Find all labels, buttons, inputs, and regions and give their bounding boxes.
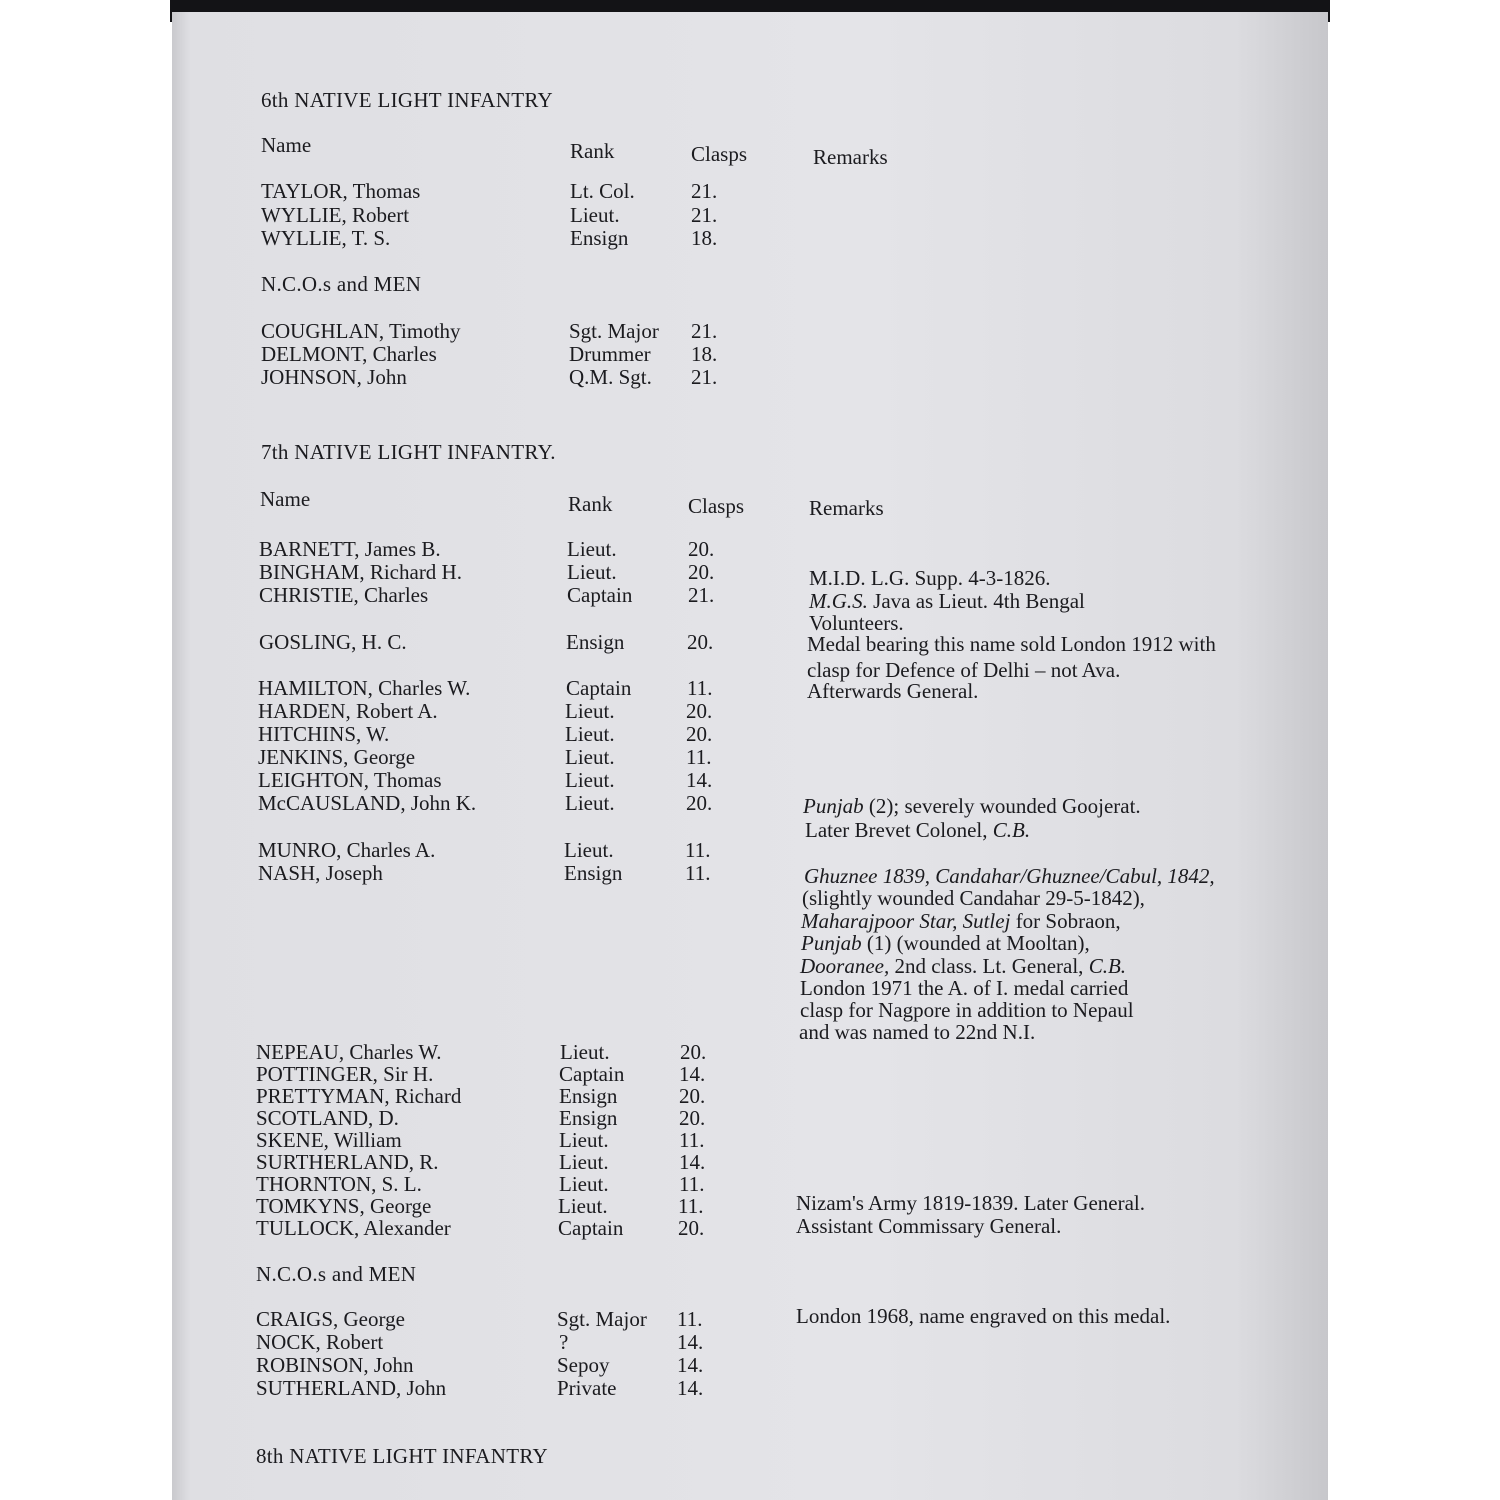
- left-margin: [0, 0, 172, 1500]
- person-name: CHRISTIE, Charles: [259, 583, 429, 607]
- person-clasps: 11.: [678, 1194, 704, 1218]
- person-name: DELMONT, Charles: [261, 342, 437, 366]
- person-rank: Captain: [558, 1216, 624, 1240]
- person-name: HITCHINS, W.: [258, 722, 390, 746]
- table-row: [172, 1375, 1328, 1401]
- remark-text: London 1968, name engraved on this medal.: [796, 1304, 1171, 1328]
- header-clasps: Clasps: [688, 494, 745, 518]
- remark-italic: Maharajpoor Star, Sutlej: [801, 909, 1011, 933]
- header-name: Name: [260, 487, 311, 511]
- remark-plain: for Sobraon,: [1010, 909, 1121, 933]
- person-name: TOMKYNS, George: [256, 1194, 432, 1218]
- person-rank: Lieut.: [565, 791, 615, 815]
- person-name: JENKINS, George: [258, 745, 416, 769]
- person-clasps: 14.: [679, 1062, 706, 1086]
- remark-italic: Dooranee,: [800, 954, 890, 978]
- person-rank: Drummer: [569, 342, 651, 366]
- person-rank: Lieut.: [567, 537, 617, 561]
- person-clasps: 18.: [691, 226, 718, 250]
- person-rank: Lieut.: [565, 768, 615, 792]
- person-rank: Sepoy: [557, 1353, 610, 1377]
- person-clasps: 20.: [686, 722, 713, 746]
- person-rank: Private: [557, 1376, 617, 1400]
- person-clasps: 20.: [687, 630, 714, 654]
- person-rank: Sgt. Major: [569, 319, 659, 343]
- remark-text: Volunteers.: [809, 611, 904, 635]
- person-name: LEIGHTON, Thomas: [258, 768, 442, 792]
- person-rank: Ensign: [570, 226, 629, 250]
- column-headers: [172, 132, 1328, 169]
- person-name: SCOTLAND, D.: [256, 1106, 399, 1130]
- person-name: POTTINGER, Sir H.: [256, 1062, 434, 1086]
- person-name: NEPEAU, Charles W.: [256, 1040, 442, 1064]
- person-name: COUGHLAN, Timothy: [261, 319, 461, 343]
- table-row: [172, 364, 1328, 390]
- person-name: SKENE, William: [256, 1128, 402, 1152]
- person-clasps: 20.: [688, 537, 715, 561]
- person-rank: Lieut.: [558, 1194, 608, 1218]
- person-rank: Captain: [559, 1062, 625, 1086]
- person-clasps: 11.: [685, 838, 711, 862]
- person-clasps: 11.: [687, 676, 713, 700]
- remark-plain: 2nd class. Lt. General,: [889, 954, 1089, 978]
- remark-text: clasp for Nagpore in addition to Nepaul: [800, 998, 1134, 1022]
- person-clasps: 20.: [678, 1216, 705, 1240]
- person-clasps: 20.: [686, 791, 713, 815]
- person-rank: Lieut.: [559, 1150, 609, 1174]
- remark-plain: Java as Lieut. 4th Bengal: [867, 589, 1085, 613]
- header-clasps: Clasps: [691, 142, 748, 166]
- remark-italic: M.G.S.: [809, 589, 868, 613]
- person-clasps: 21.: [691, 203, 718, 227]
- remark-text: M.I.D. L.G. Supp. 4-3-1826.: [809, 566, 1051, 590]
- person-name: CRAIGS, George: [256, 1307, 405, 1331]
- person-rank: Ensign: [564, 861, 623, 885]
- header-rank: Rank: [570, 139, 615, 163]
- person-clasps: 21.: [691, 365, 718, 389]
- person-rank: Lieut.: [565, 745, 615, 769]
- remark-plain: Later Brevet Colonel,: [805, 818, 993, 842]
- person-clasps: 14.: [677, 1353, 704, 1377]
- person-name: PRETTYMAN, Richard: [256, 1084, 462, 1108]
- person-name: WYLLIE, Robert: [261, 203, 410, 227]
- person-clasps: 11.: [685, 861, 711, 885]
- person-clasps: 20.: [688, 560, 715, 584]
- person-rank: Lt. Col.: [570, 179, 635, 203]
- person-rank: Captain: [566, 676, 632, 700]
- person-name: ROBINSON, John: [256, 1353, 414, 1377]
- person-clasps: 11.: [677, 1307, 703, 1331]
- person-rank: Q.M. Sgt.: [569, 365, 652, 389]
- person-clasps: 20.: [686, 699, 713, 723]
- person-name: MUNRO, Charles A.: [258, 838, 436, 862]
- person-name: HAMILTON, Charles W.: [258, 676, 471, 700]
- person-name: NOCK, Robert: [256, 1330, 384, 1354]
- table-row: [172, 629, 1328, 655]
- person-name: TAYLOR, Thomas: [261, 179, 421, 203]
- section-title-6th: 6th NATIVE LIGHT INFANTRY: [261, 88, 553, 112]
- remark-text: Ghuznee 1839, Candahar/Ghuznee/Cabul, 1842,: [804, 864, 1215, 888]
- person-clasps: 20.: [680, 1040, 707, 1064]
- remark-text: and was named to 22nd N.I.: [799, 1020, 1036, 1044]
- section-title-7th: 7th NATIVE LIGHT INFANTRY.: [261, 440, 556, 464]
- person-rank: Ensign: [566, 630, 625, 654]
- header-remarks: Remarks: [809, 496, 884, 520]
- person-rank: Lieut.: [559, 1172, 609, 1196]
- table-row: [172, 225, 1328, 251]
- right-margin: [1328, 0, 1500, 1500]
- remark-text: London 1971 the A. of I. medal carried: [800, 976, 1129, 1000]
- person-rank: Lieut.: [559, 1128, 609, 1152]
- column-headers: [172, 486, 1328, 520]
- person-rank: Lieut.: [565, 699, 615, 723]
- remark-text: Medal bearing this name sold London 1912 with: [807, 632, 1216, 656]
- person-clasps: 20.: [679, 1084, 706, 1108]
- person-name: THORNTON, S. L.: [256, 1172, 422, 1196]
- remark-italic: C.B.: [992, 818, 1031, 842]
- remark-italic: Punjab: [803, 794, 864, 818]
- subsection-title: N.C.O.s and MEN: [256, 1262, 417, 1286]
- remark-text: [803, 793, 1141, 819]
- person-name: TULLOCK, Alexander: [256, 1216, 451, 1240]
- remark-text: clasp for Defence of Delhi – not Ava.: [807, 658, 1121, 682]
- table-row: [172, 860, 1328, 886]
- remark-text: (slightly wounded Candahar 29-5-1842),: [802, 886, 1145, 910]
- person-name: GOSLING, H. C.: [259, 630, 407, 654]
- person-rank: Sgt. Major: [557, 1307, 647, 1331]
- person-clasps: 14.: [686, 768, 713, 792]
- remark-plain: (2); severely wounded Goojerat.: [863, 794, 1141, 818]
- person-clasps: 14.: [679, 1150, 706, 1174]
- person-rank: Lieut.: [567, 560, 617, 584]
- section-title-8th: 8th NATIVE LIGHT INFANTRY: [256, 1444, 548, 1468]
- person-rank: Lieut.: [570, 203, 620, 227]
- person-rank: Ensign: [559, 1084, 618, 1108]
- book-page: [172, 12, 1328, 1500]
- remark-italic: C.B.: [1088, 954, 1127, 978]
- person-name: McCAUSLAND, John K.: [258, 791, 477, 815]
- person-rank: Captain: [567, 583, 633, 607]
- person-clasps: 21.: [688, 583, 715, 607]
- person-rank: Ensign: [559, 1106, 618, 1130]
- table-row: [172, 790, 1328, 816]
- header-remarks: Remarks: [813, 145, 888, 169]
- person-clasps: 11.: [686, 745, 712, 769]
- table-row: [172, 178, 1328, 204]
- person-clasps: 14.: [677, 1330, 704, 1354]
- person-rank: Lieut.: [560, 1040, 610, 1064]
- table-row: [172, 582, 1328, 613]
- person-name: SURTHERLAND, R.: [256, 1150, 439, 1174]
- person-clasps: 21.: [691, 179, 718, 203]
- person-clasps: 21.: [691, 319, 718, 343]
- header-rank: Rank: [568, 492, 613, 516]
- remark-text: Nizam's Army 1819-1839. Later General.: [796, 1191, 1146, 1215]
- person-clasps: 18.: [691, 342, 718, 366]
- person-rank: Lieut.: [564, 838, 614, 862]
- person-name: BINGHAM, Richard H.: [259, 560, 462, 584]
- person-clasps: 20.: [679, 1106, 706, 1130]
- person-rank: Lieut.: [565, 722, 615, 746]
- person-name: HARDEN, Robert A.: [258, 699, 438, 723]
- table-row: [172, 1215, 1328, 1241]
- remark-text: Afterwards General.: [807, 679, 979, 703]
- remark-text: Assistant Commissary General.: [796, 1214, 1062, 1238]
- remark-italic: Punjab: [801, 931, 862, 955]
- remark-plain: (1) (wounded at Mooltan),: [861, 931, 1090, 955]
- person-name: WYLLIE, T. S.: [261, 226, 391, 250]
- person-name: JOHNSON, John: [261, 365, 407, 389]
- subsection-title: N.C.O.s and MEN: [261, 272, 422, 296]
- person-clasps: 14.: [677, 1376, 704, 1400]
- person-clasps: 11.: [679, 1172, 705, 1196]
- person-rank: ?: [559, 1330, 569, 1354]
- person-clasps: 11.: [679, 1128, 705, 1152]
- person-name: BARNETT, James B.: [259, 537, 441, 561]
- person-name: SUTHERLAND, John: [256, 1376, 447, 1400]
- header-name: Name: [261, 133, 312, 157]
- person-name: NASH, Joseph: [258, 861, 383, 885]
